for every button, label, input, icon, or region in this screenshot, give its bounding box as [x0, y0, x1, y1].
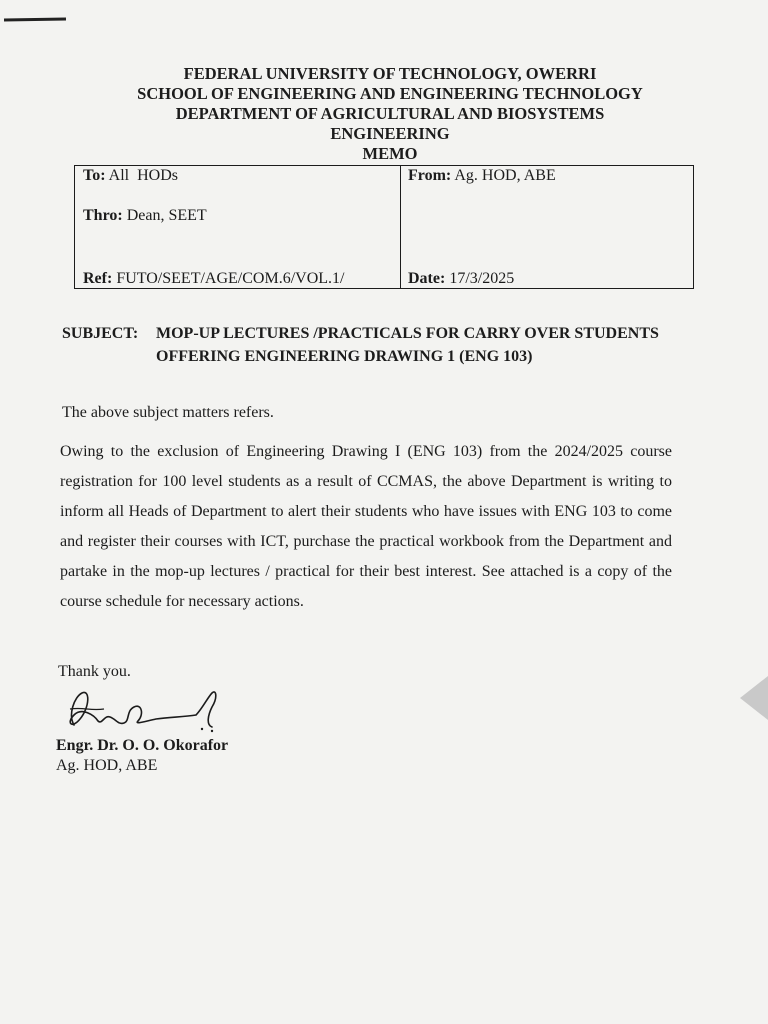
- thro-label: Thro:: [83, 207, 123, 224]
- school-name: SCHOOL OF ENGINEERING AND ENGINEERING TECHNOLOGY: [137, 84, 643, 103]
- date-label: Date:: [408, 270, 446, 287]
- memo-title: MEMO: [362, 144, 418, 163]
- thro-value: Dean, SEET: [126, 207, 207, 224]
- to-field: [83, 167, 178, 185]
- closing-line: Thank you.: [58, 663, 131, 680]
- body-paragraph: Owing to the exclusion of Engineering Drawing I (ENG 103) from the 2024/2025 course registration for 100 level students as a result of CCMAS, the above Department is writing to inform all Heads of Department to alert their students who have issues with ENG 103 to come and register their courses with ICT, purchase the practical workbook from the Department and partake in the mop-up lectures / practical for their best interest. See attached is a copy of the course schedule for necessary actions.: [60, 443, 672, 610]
- signatory-title: Ag. HOD, ABE: [56, 757, 158, 774]
- thro-field: [83, 207, 207, 225]
- letterhead: [60, 64, 720, 164]
- from-label: From:: [408, 167, 452, 184]
- memo-routing-table: [74, 165, 694, 289]
- table-divider: [400, 166, 401, 288]
- scan-mark: [4, 17, 66, 21]
- to-label: To:: [83, 167, 106, 184]
- to-value: All HODs: [108, 167, 178, 184]
- department-name-line1: DEPARTMENT OF AGRICULTURAL AND BIOSYSTEMS: [175, 104, 605, 123]
- ref-value: FUTO/SEET/AGE/COM.6/VOL.1/: [116, 270, 345, 287]
- date-field: [408, 270, 514, 288]
- subject-label: SUBJECT:: [62, 325, 139, 342]
- ref-field: [83, 270, 344, 288]
- handwritten-signature: [60, 685, 230, 735]
- subject-text: MOP-UP LECTURES /PRACTICALS FOR CARRY OVER STUDENTS OFFERING ENGINEERING DRAWING 1 (ENG 103): [156, 325, 659, 365]
- from-value: Ag. HOD, ABE: [454, 167, 556, 184]
- university-name: FEDERAL UNIVERSITY OF TECHNOLOGY, OWERRI: [183, 64, 597, 83]
- date-value: 17/3/2025: [449, 270, 515, 287]
- signatory-name: Engr. Dr. O. O. Okorafor: [56, 737, 229, 754]
- department-name-line2: ENGINEERING: [330, 124, 450, 143]
- ref-label: Ref:: [83, 270, 113, 287]
- intro-sentence: The above subject matters refers.: [62, 404, 274, 421]
- page-edge-shadow: [740, 676, 768, 720]
- from-field: [408, 167, 556, 185]
